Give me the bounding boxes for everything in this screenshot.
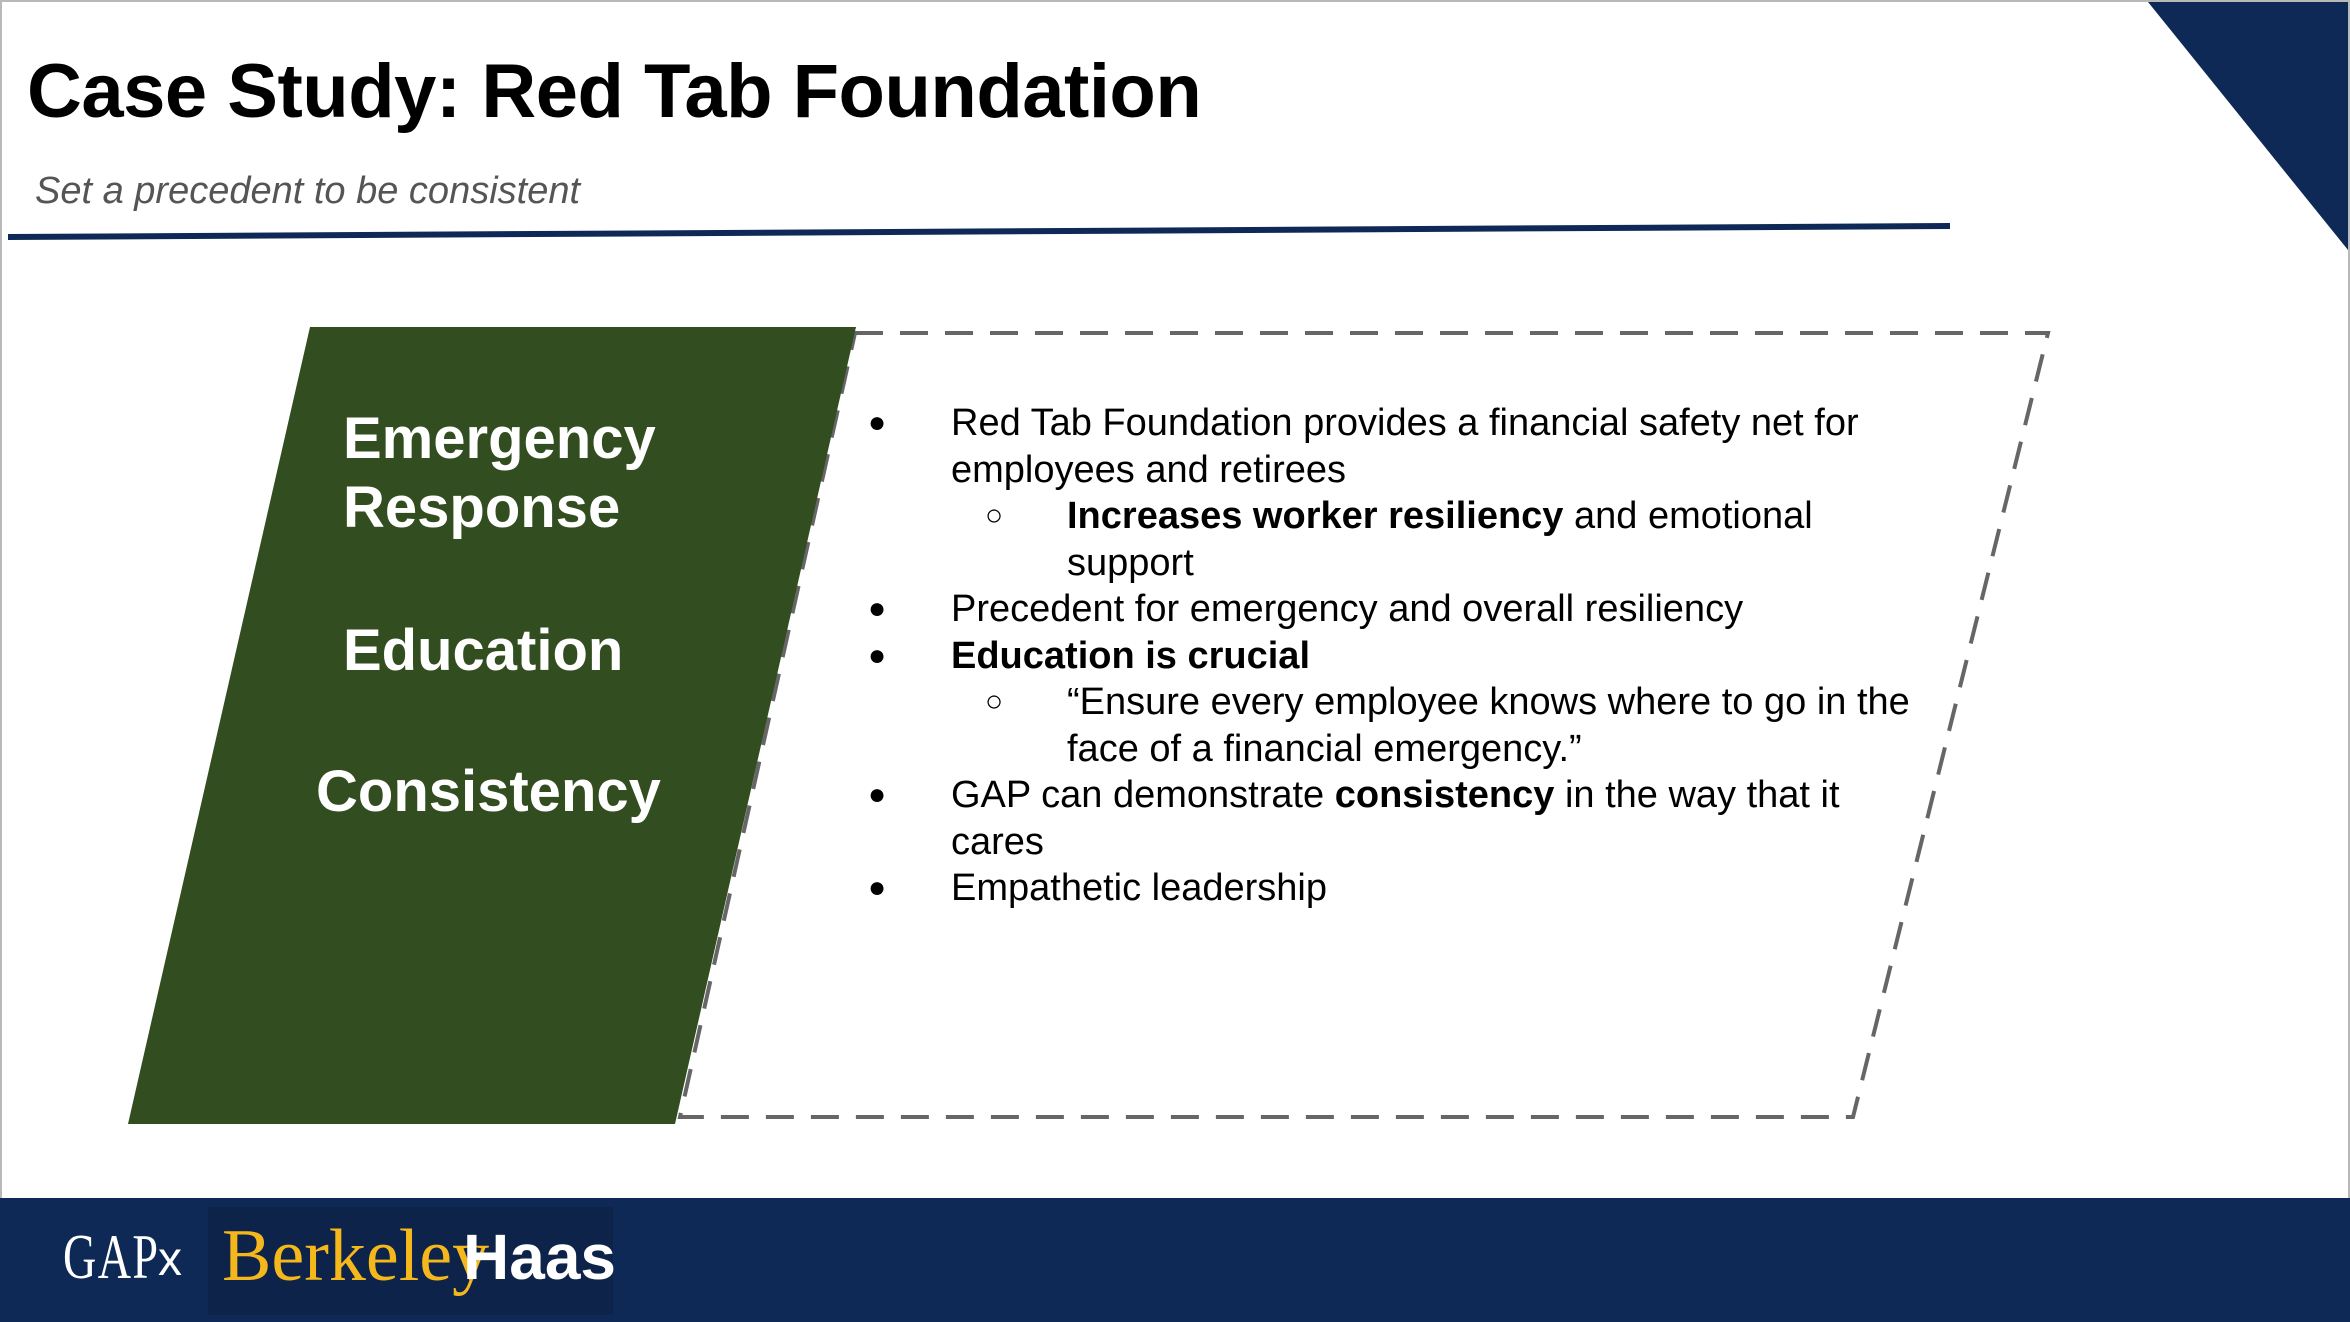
slide-subtitle: Set a precedent to be consistent xyxy=(35,170,581,212)
sub-bullet-marker-icon: ○ xyxy=(985,499,1004,532)
bullet-item xyxy=(865,772,1925,865)
sub-bullet-marker-icon: ○ xyxy=(985,685,1004,718)
haas-logo-text: Haas xyxy=(463,1221,616,1293)
bullet-text: Red Tab Foundation provides a financial safety net for employees and retirees xyxy=(951,402,1859,491)
pillar-label-education: Education xyxy=(343,618,624,683)
berkeley-logo-text: Berkeley xyxy=(222,1215,490,1297)
bullet-text: Precedent for emergency and overall resiliency xyxy=(951,588,1744,630)
bullet-text: and emotional support xyxy=(1067,495,1813,584)
slide-title: Case Study: Red Tab Foundation xyxy=(27,49,1202,134)
bullet-text: GAP can demonstrate xyxy=(951,774,1335,816)
sub-bullet-item xyxy=(865,679,1925,772)
pillar-label-consistency: Consistency xyxy=(316,759,661,824)
bullet-item xyxy=(865,633,1925,680)
gap-logo: GAP xyxy=(63,1221,160,1292)
bullet-text-bold: consistency xyxy=(1334,774,1555,816)
bullet-marker-icon: ● xyxy=(868,592,887,625)
bullet-text-bold: Education is crucial xyxy=(951,634,1310,677)
bullet-item xyxy=(865,400,1925,493)
bullet-list xyxy=(865,400,1925,912)
bullet-marker-icon: ● xyxy=(868,778,887,811)
bullet-marker-icon: ● xyxy=(868,871,887,904)
bullet-item xyxy=(865,865,1925,912)
bullet-marker-icon: ● xyxy=(868,406,887,439)
pillar-label-emergency: Emergency xyxy=(343,406,656,471)
bullet-text: “Ensure every employee knows where to go in the face of a financial emergency.” xyxy=(1067,681,1910,770)
bullet-text: in the way that it cares xyxy=(951,774,1840,863)
bullet-item xyxy=(865,586,1925,633)
pillar-label-response: Response xyxy=(343,475,621,540)
bullet-marker-icon: ● xyxy=(868,638,887,672)
sub-bullet-item xyxy=(865,493,1925,586)
bullet-text: Empathetic leadership xyxy=(951,867,1327,909)
logo-separator: x xyxy=(158,1233,182,1286)
bullet-text-bold: Increases worker resiliency xyxy=(1067,495,1564,537)
